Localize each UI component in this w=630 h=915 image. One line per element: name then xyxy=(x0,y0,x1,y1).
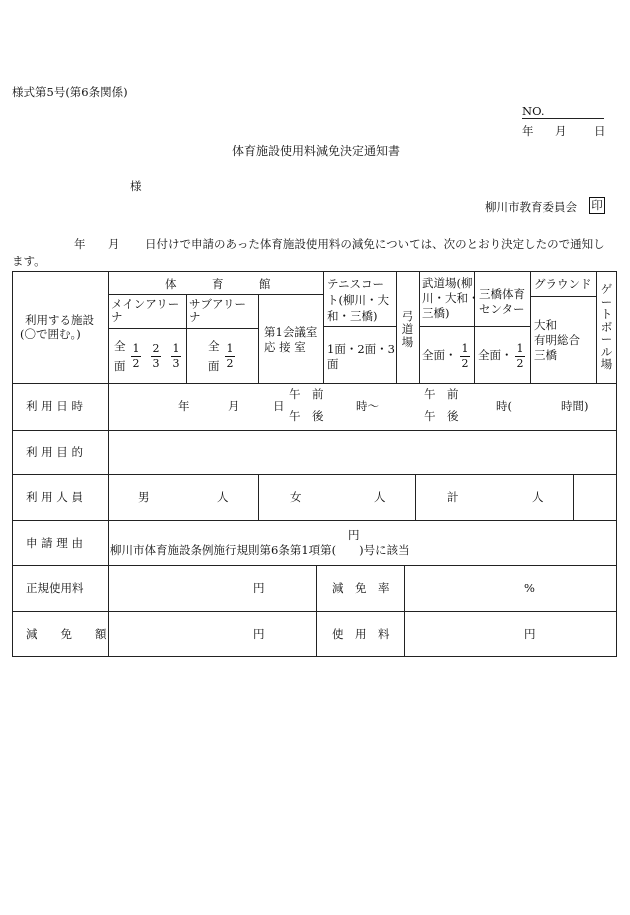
date-row-day: 日 xyxy=(273,399,285,413)
rule xyxy=(596,271,597,383)
rule xyxy=(186,294,187,383)
date-row-am: 午 前 xyxy=(289,387,324,401)
reception-room-label: 応 接 室 xyxy=(264,340,306,354)
sub-arena-label: サブアリーナ xyxy=(189,297,247,324)
usage-fee-label: 使 用 料 xyxy=(332,627,390,641)
rule xyxy=(530,296,596,297)
rule xyxy=(530,271,531,383)
rule xyxy=(108,328,258,329)
meeting-room-label: 第1会議室 xyxy=(264,325,318,339)
main-arena-label: メインアリーナ xyxy=(111,297,180,324)
date-row-pm-2: 午 後 xyxy=(424,409,459,423)
gym-char-1: 体 xyxy=(165,277,177,291)
people-female-unit: 人 xyxy=(374,490,386,504)
people-total: 計 xyxy=(447,490,459,504)
kyudo-label: 弓道場 xyxy=(401,309,414,349)
date-year: 年 xyxy=(522,124,534,138)
exemption-amount-label: 減 免 額 xyxy=(26,627,107,641)
people-total-unit: 人 xyxy=(532,490,544,504)
rule xyxy=(419,271,420,383)
rule xyxy=(12,271,13,657)
ground-mitsuhashi: 三橋 xyxy=(534,348,557,362)
rule xyxy=(316,565,317,656)
budo-label: 武道場(柳 xyxy=(422,276,473,290)
rule xyxy=(415,474,416,520)
people-female: 女 xyxy=(290,490,302,504)
people-male: 男 xyxy=(138,490,150,504)
mitsuhashi-label-2: センター xyxy=(479,302,525,316)
rule xyxy=(12,430,617,431)
people-label: 利 用 人 員 xyxy=(26,490,83,504)
form-id: 様式第5号(第6条関係) xyxy=(12,85,128,99)
main-two-thirds: 2 3 xyxy=(152,342,160,370)
rule xyxy=(12,474,617,475)
purpose-label: 利 用 目 的 xyxy=(26,445,83,459)
gateball-label: ゲートボール場 xyxy=(600,282,613,371)
date-month: 月 xyxy=(555,124,567,138)
body-month: 月 xyxy=(108,237,120,251)
date-row-pm: 午 後 xyxy=(289,409,324,423)
date-row-am-2: 午 前 xyxy=(424,387,459,401)
rule xyxy=(323,326,396,327)
budo-label-3: 三橋) xyxy=(422,306,450,320)
rule xyxy=(396,271,397,383)
usage-fee-yen: 円 xyxy=(524,627,536,641)
ground-yamato: 大和 xyxy=(534,318,557,332)
rule xyxy=(616,271,617,657)
main-one-third: 1 3 xyxy=(172,342,180,370)
rule xyxy=(12,656,617,657)
seal-stamp: 印 xyxy=(589,197,605,214)
sub-half: 1 2 xyxy=(226,342,234,370)
reason-label: 申 請 理 由 xyxy=(26,536,83,550)
body-text-cont: ます。 xyxy=(12,254,46,268)
people-male-unit: 人 xyxy=(217,490,229,504)
gym-char-2: 育 xyxy=(212,277,224,291)
gym-char-3: 館 xyxy=(259,277,271,291)
date-row-month: 月 xyxy=(228,399,240,413)
rule xyxy=(108,294,323,295)
rule xyxy=(12,383,617,384)
tennis-label-2: ト(柳川・大 xyxy=(327,293,389,307)
exemption-rate-percent: % xyxy=(524,581,535,595)
main-half: 1 2 xyxy=(132,342,140,370)
page-title: 体育施設使用料減免決定通知書 xyxy=(232,144,401,158)
sub-arena-men: 面 xyxy=(208,359,220,373)
reason-text: 柳川市体育施設条例施行規則第6条第1項第( )号に該当 xyxy=(110,543,410,557)
tennis-label-3: 和・三橋) xyxy=(327,309,378,323)
reason-yen: 円 xyxy=(348,528,360,542)
rule xyxy=(474,271,475,383)
body-text: 日付けで申請のあった体育施設使用料の減免については、次のとおり決定したので通知し xyxy=(145,237,605,251)
exemption-rate-label: 減 免 率 xyxy=(332,581,390,595)
tennis-label: テニスコー xyxy=(327,277,385,291)
number-underline xyxy=(522,118,604,119)
rule xyxy=(12,611,617,612)
budo-zenmen: 全面・ xyxy=(422,348,457,362)
issuer: 柳川市教育委員会 xyxy=(485,200,577,214)
mitsuhashi-label: 三橋体育 xyxy=(479,287,525,301)
facility-label-note: (〇で囲む。) xyxy=(20,327,81,341)
rule xyxy=(258,294,259,383)
date-row-year: 年 xyxy=(178,399,190,413)
exemption-amount-yen: 円 xyxy=(253,627,265,641)
number-label: NO. xyxy=(522,104,545,118)
body-year: 年 xyxy=(74,237,86,251)
rule xyxy=(323,271,324,383)
date-row-label: 利 用 日 時 xyxy=(26,399,83,413)
rule xyxy=(12,520,617,521)
date-row-hours: 時間) xyxy=(561,399,589,413)
rule xyxy=(573,474,574,520)
budo-label-2: 川・大和・ xyxy=(422,291,480,305)
regular-fee-label: 正規使用料 xyxy=(26,581,84,595)
regular-fee-yen: 円 xyxy=(253,581,265,595)
ground-label: グラウンド xyxy=(534,277,592,291)
rule xyxy=(258,474,259,520)
date-day: 日 xyxy=(594,124,606,138)
facility-label: 利用する施設 xyxy=(25,313,94,327)
date-row-to: 時( xyxy=(496,399,512,413)
main-arena-zen: 全 xyxy=(114,339,126,353)
sub-arena-zen: 全 xyxy=(208,339,220,353)
ground-ariake: 有明総合 xyxy=(534,333,580,347)
tennis-courts: 1面・2面・3 xyxy=(327,342,395,356)
main-arena-men: 面 xyxy=(114,359,126,373)
rule xyxy=(404,565,405,656)
rule xyxy=(12,271,617,272)
mitsuhashi-zenmen: 全面・ xyxy=(478,348,513,362)
mitsuhashi-half: 1 2 xyxy=(516,342,524,370)
tennis-courts-2: 面 xyxy=(327,357,339,371)
addressee-suffix: 様 xyxy=(130,179,142,193)
rule xyxy=(12,565,617,566)
budo-half: 1 2 xyxy=(461,342,469,370)
date-row-from: 時〜 xyxy=(356,399,379,413)
